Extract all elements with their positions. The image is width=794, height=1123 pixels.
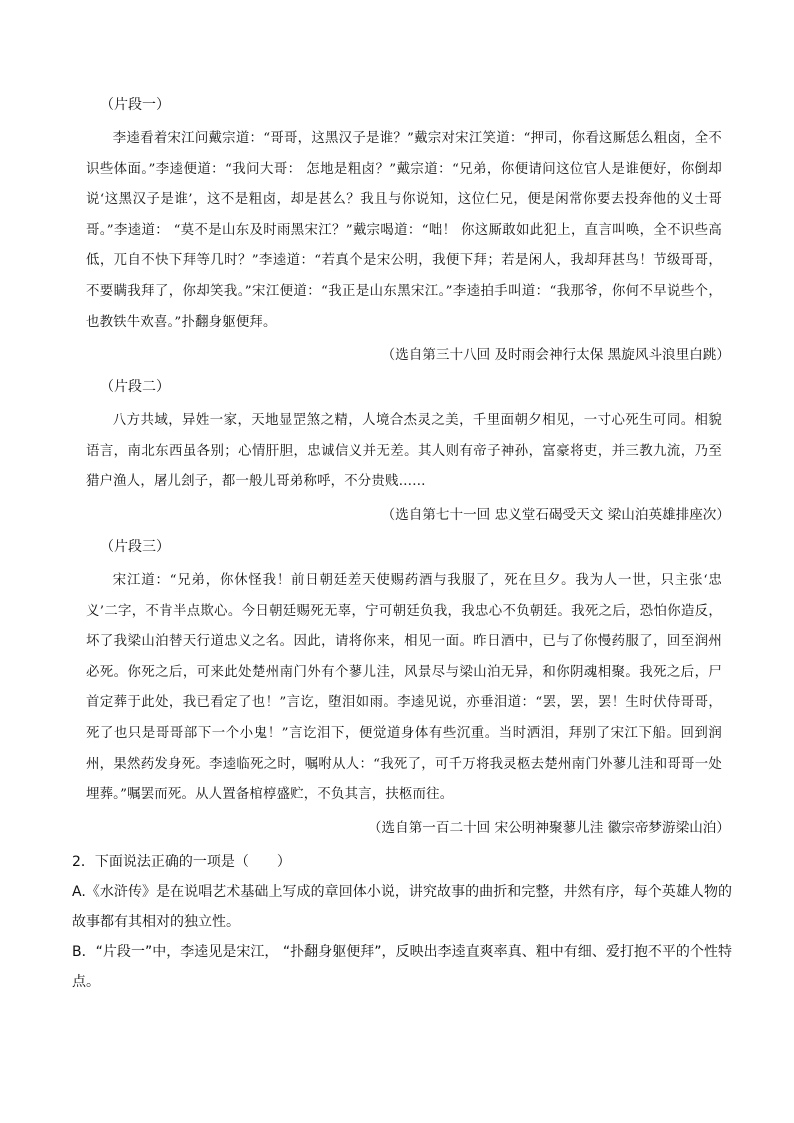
fragment-2 [86, 374, 730, 530]
question-stem: 2．下面说法正确的一项是（ ） [72, 853, 291, 870]
fragment-heading: （片段二） [100, 379, 170, 396]
fragment-source: （选自第一百二十回 宋公明神聚蓼儿洼 徽宗帝梦游梁山泊） [367, 819, 730, 836]
reading-passages [86, 92, 730, 843]
fragment-heading: （片段一） [100, 97, 170, 113]
fragment-3 [86, 534, 730, 843]
page-content [72, 92, 732, 997]
fragment-1 [86, 92, 730, 370]
fragment-text: 李逵看着宋江问戴宗道：“哥哥，这黑汉子是谁？”戴宗对宋江笑道：“押司，你看这厮恁么粗卤，全不识些体面。”李逵便道：“我问大哥： 怎地是粗卤？”戴宗道：“兄弟，你便请问这位官人是谁便好，你倒却说‘这黑汉子是谁’，这不是粗卤，却是甚么？我且与你说知，这位仁兄，便是闲常你要去投奔他的义士哥哥。”李逵道： “莫不是山东及时雨黑宋江？”戴宗喝道：“咄！ 你这厮敢如此犯上，直言叫唤，全不识些高低，兀自不快下拜等几时？”李逵道：“若真个是宋公明，我便下拜；若是闲人，我却拜甚鸟！节级哥哥，不要瞒我拜了，你却笑我。”宋江便道：“我正是山东黑宋江。”李逵拍手叫道：“我那爷，你何不早说些个，也教铁牛欢喜。”扑翻身躯便拜。 [86, 131, 722, 330]
answer-option-b[interactable]: B．“片段一”中，李逵见是宋江， “扑翻身躯便拜”，反映出李逵直爽率真、粗中有细、爱打抱不平的个性特点。 [72, 943, 732, 990]
fragment-source: （选自第三十八回 及时雨会神行太保 黑旋风斗浪里白跳） [381, 347, 730, 364]
fragment-heading: （片段三） [100, 538, 170, 555]
fragment-text: 宋江道：“兄弟，你休怪我！前日朝廷差天使赐药酒与我服了，死在旦夕。我为人一世，只主张‘忠义’二字，不肯半点欺心。今日朝廷赐死无辜，宁可朝廷负我，我忠心不负朝廷。我死之后，恐怕你造反，坏了我梁山泊替天行道忠义之名。因此，请将你来，相见一面。昨日酒中，已与了你慢药服了，回至润州必死。你死之后，可来此处楚州南门外有个蓼儿洼，风景尽与梁山泊无异，和你阴魂相聚。我死之后，尸首定葬于此处，我已看定了也！”言讫，堕泪如雨。李逵见说，亦垂泪道：“罢，罢，罢！生时伏侍哥哥，死了也只是哥哥部下一个小鬼！”言讫泪下，便觉道身体有些沉重。当时洒泪，拜别了宋江下船。回到润州，果然药发身死。李逵临死之时，嘱咐从人：“我死了，可千万将我灵柩去楚州南门外蓼儿洼和哥哥一处埋葬。”嘱罢而死。从人置备棺椁盛贮，不负其言，扶柩而往。 [86, 572, 722, 803]
fragment-text: 八方共域，异姓一家，天地显罡煞之精，人境合杰灵之美，千里面朝夕相见，一寸心死生可同。相貌语言，南北东西虽各别；心情肝胆，忠诚信义并无差。其人则有帝子神孙，富豪将吏，并三教九流，乃至猎户渔人，屠儿刽子，都一般儿哥弟称呼，不分贵贱…… [86, 413, 722, 490]
fragment-source: （选自第七十一回 忠义堂石碣受天文 梁山泊英雄排座次） [381, 506, 730, 523]
question-block [72, 847, 732, 997]
answer-option-a[interactable]: A.《水浒传》是在说唱艺术基础上写成的章回体小说，讲究故事的曲折和完整，井然有序，每个英雄人物的故事都有其相对的独立性。 [72, 883, 732, 930]
